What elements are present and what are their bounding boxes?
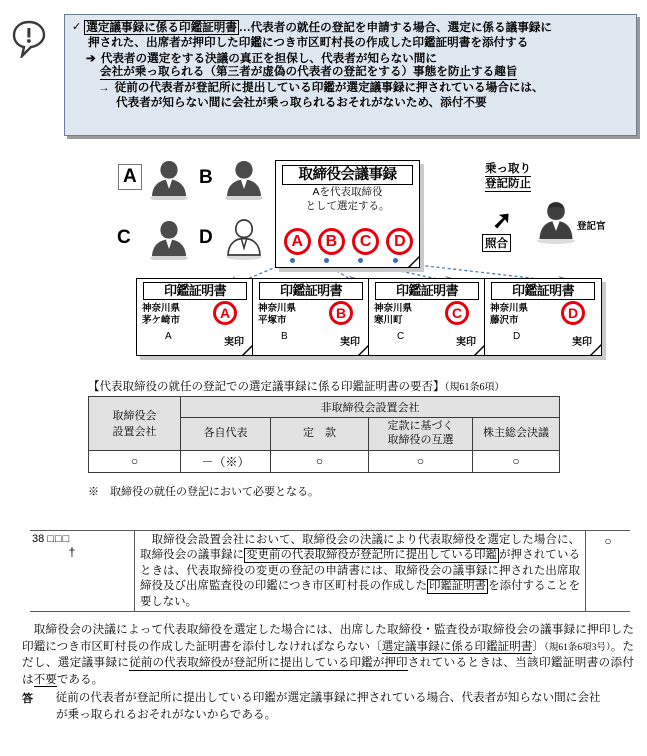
explanation-answer-body — [44, 690, 634, 723]
certificate-seal-a: A — [213, 301, 237, 325]
seal-certificate-b — [252, 278, 370, 356]
callout-line-1-rest: …代表者の就任の登記を申請する場合、選定に係る議事録に — [238, 21, 552, 34]
table-header-row-1 — [89, 397, 560, 418]
certificate-sealtype-d: 実印 — [572, 336, 592, 348]
certificate-title-a: 印鑑証明書 — [143, 282, 247, 300]
table-subheader-1 — [271, 418, 369, 451]
seal-certificate-a — [136, 278, 254, 356]
table-caption-main: 【代表取締役の就任の登記での選定議事録に係る印鑑証明書の要否】 — [88, 381, 445, 393]
table-header-torishimari-l2: 設置会社 — [112, 426, 157, 439]
table-subheader-2 — [369, 418, 473, 451]
callout-box — [64, 14, 637, 136]
certificate-city-b: 平塚市 — [258, 315, 287, 327]
explanation-answer-block — [22, 690, 634, 723]
certificate-sealtype-c: 実印 — [456, 336, 476, 348]
question-number-cell — [30, 531, 134, 611]
table-cell-3: ○ — [369, 450, 473, 472]
question-number: 38 — [32, 533, 45, 545]
question-highlight-1: 変更前の代表取締役が登記所に提出している印鑑 — [246, 549, 497, 562]
exp-p1-c: 。ただし、選定議事録に — [22, 639, 634, 670]
minutes-title: 取締役会議事録 — [282, 165, 413, 185]
certificate-title-d: 印鑑証明書 — [491, 282, 595, 300]
certificate-pref-d: 神奈川県 — [490, 302, 529, 314]
minutes-body-line-1: Aを代表取締役 — [312, 186, 383, 199]
question-text-mid: が押されているときは、代表取締役の変更の登記の申請書には、取締役会の議事録に押された出席取締役及び出席監査役の印鑑につき市区町村長の作成した — [140, 549, 580, 593]
minutes-seal-b: B — [318, 228, 345, 255]
certificate-title-c: 印鑑証明書 — [375, 282, 479, 300]
person-label-d: D — [199, 227, 213, 248]
question-block — [30, 530, 630, 612]
table-subheader-0-l1: 各自代表 — [203, 426, 248, 439]
table-subheader-2-l2: 取締役の互選 — [387, 433, 454, 446]
callout-key-term: 選定議事録に係る印鑑証明書 — [86, 21, 237, 34]
board-minutes-document — [275, 160, 420, 268]
callout-line-5-text: 従前の代表者が登記所に提出している印鑑が選定議事録に押されている場合には、 — [114, 80, 544, 94]
minutes-dogear-icon — [408, 256, 419, 267]
exp-p1-b: 〕 — [532, 639, 545, 653]
question-number-row — [32, 533, 134, 545]
certificate-city-a: 茅ケ崎市 — [142, 315, 181, 327]
certificate-dogear-d-icon — [590, 344, 601, 355]
callout-line-3 — [72, 51, 629, 66]
table-subheader-2-l1: 定款に基づく — [387, 420, 454, 432]
certificate-city-c: 寒川町 — [374, 315, 403, 327]
certificate-address-a — [142, 303, 180, 327]
minutes-seal-a: A — [284, 228, 311, 255]
certificate-name-c: C — [397, 330, 405, 342]
exp-p1-a: 取締役会の決議によって代表取締役を選定した場合には、出席した取締役・監査役が取締役会の議事録に押印した印鑑につき市区町村長の作成した証明書を添付しなければならない〔 — [22, 623, 634, 653]
table-header-torishimari-l1: 取締役会 — [112, 410, 157, 423]
person-icon-d-outline — [222, 216, 266, 260]
certificate-seal-c: C — [445, 301, 469, 325]
verify-label: 照合 — [482, 234, 511, 252]
certificate-address-c — [374, 303, 412, 327]
callout-line-4-text: 会社が乗っ取られる（第三者が虚偽の代表者の登記をする）事態を防止する趣旨 — [100, 64, 518, 78]
person-label-b: B — [199, 167, 213, 188]
explanation-section — [22, 622, 634, 723]
certificate-seal-b: B — [329, 301, 353, 325]
table-caption — [88, 378, 505, 394]
exclamation-speech-bubble-icon — [12, 20, 46, 58]
question-text — [134, 531, 586, 611]
table-cell-2: ○ — [271, 450, 369, 472]
certificate-pref-c: 神奈川県 — [374, 302, 413, 314]
callout-line-3-text: 代表者の選定をする決議の真正を担保し、代表者が知らない間に — [100, 51, 437, 65]
certificate-sealtype-b: 実印 — [340, 336, 360, 348]
exp-p1-e: である。 — [56, 672, 104, 686]
certificate-pref-a: 神奈川県 — [142, 302, 181, 314]
certificate-seal-d: D — [561, 301, 585, 325]
check-icon: ✓ — [72, 21, 82, 33]
person-label-a: A — [118, 164, 142, 190]
exp-p1-term-2: 従前の代表取締役が登記所に提出している印鑑が押印 — [129, 656, 408, 670]
callout-line-2: 押された、出席者が押印した印鑑につき市区町村長の作成した印鑑証明書を添付する — [88, 36, 529, 50]
person-icon-a — [147, 158, 191, 200]
question-dagger: † — [68, 545, 76, 559]
exp-p1-ref: （規61条6項3号） — [544, 642, 611, 653]
table-caption-ref: （規61条6項） — [444, 382, 505, 393]
explanation-paragraph-1 — [22, 622, 634, 688]
table-cell-0: ○ — [89, 450, 181, 472]
certificate-sealtype-a: 実印 — [224, 336, 244, 348]
table-header-torishimari — [89, 397, 181, 451]
minutes-seal-c: C — [352, 228, 379, 255]
certificate-address-d — [490, 303, 528, 327]
arrow-right-thin-icon: → — [98, 80, 110, 94]
question-text-post: を添付することを要しない。 — [140, 580, 580, 608]
table-row — [89, 450, 560, 472]
seal-certificate-d — [484, 278, 602, 356]
callout-line-4 — [72, 66, 629, 80]
seal-anchor-c — [358, 258, 363, 263]
certificate-name-a: A — [165, 330, 172, 342]
callout-line-1 — [72, 20, 629, 35]
table-cell-1: －（※） — [181, 450, 271, 472]
registrar-person-icon — [533, 198, 579, 244]
certificate-name-b: B — [281, 330, 288, 342]
diagram-section — [0, 150, 647, 375]
callout-section — [0, 6, 647, 142]
table-subheader-3-l1: 株主総会決議 — [483, 426, 549, 439]
exp-p1-d: されているときは、当該印鑑証明書の添付は — [22, 656, 634, 686]
seal-anchor-a — [290, 258, 295, 263]
table-footnote: ※ 取締役の就任の登記において必要となる。 — [88, 486, 319, 498]
person-label-c: C — [117, 227, 131, 248]
certificate-pref-b: 神奈川県 — [258, 302, 297, 314]
question-highlight-2: 印鑑証明書 — [429, 580, 487, 593]
table-cell-4: ○ — [473, 450, 560, 472]
question-answer: ○ — [604, 534, 612, 548]
minutes-seal-row — [280, 228, 417, 255]
requirement-table — [88, 396, 560, 473]
certificate-name-d: D — [513, 330, 521, 342]
question-text-pre: 取締役会設置会社において、取締役会の決議により代表取締役を選定した場合に、取締役会の議事録に — [140, 534, 580, 562]
explanation-paragraph-2-line-2: が乗っ取られるおそれがないからである。 — [56, 707, 277, 721]
answer-kanji-icon: 答 — [22, 693, 33, 706]
arrow-right-bold-icon: ➔ — [86, 51, 96, 65]
explanation-paragraph-2-line-1: 従前の代表者が登記所に提出している印鑑が選定議事録に押されている場合、代表者が知らない間に会社 — [44, 691, 601, 705]
table-header-group: 非取締役会設置会社 — [181, 397, 560, 418]
person-icon-b — [222, 158, 266, 200]
exp-p1-term-3: 不要 — [33, 672, 57, 686]
minutes-body-line-2: として選定する。 — [305, 200, 390, 213]
certificate-address-b — [258, 303, 296, 327]
seal-anchor-d — [393, 258, 398, 263]
table-subheader-3 — [473, 418, 560, 451]
person-icon-c — [147, 218, 191, 260]
table-subheader-0 — [181, 418, 271, 451]
arrow-up-right-icon: ➚ — [491, 207, 513, 235]
seal-certificate-c — [368, 278, 486, 356]
callout-line-6: 代表者が知らない間に会社が乗っ取られるおそれがないため、添付不要 — [116, 95, 487, 109]
minutes-seal-d: D — [386, 228, 413, 255]
question-checkboxes[interactable]: □□□ — [47, 533, 71, 545]
table-subheader-1-l1: 定 款 — [303, 426, 336, 439]
registrar-label: 登記官 — [577, 221, 606, 232]
seal-anchor-b — [324, 258, 329, 263]
takeover-line-2: 登記防止 — [485, 177, 531, 192]
certificate-city-d: 藤沢市 — [490, 315, 519, 327]
exp-p1-term: 選定議事録に係る印鑑証明書 — [381, 639, 533, 653]
takeover-prevention-label — [485, 162, 531, 192]
takeover-line-1: 乗っ取り — [485, 162, 531, 177]
callout-line-5 — [72, 80, 629, 95]
certificate-title-b: 印鑑証明書 — [259, 282, 363, 300]
